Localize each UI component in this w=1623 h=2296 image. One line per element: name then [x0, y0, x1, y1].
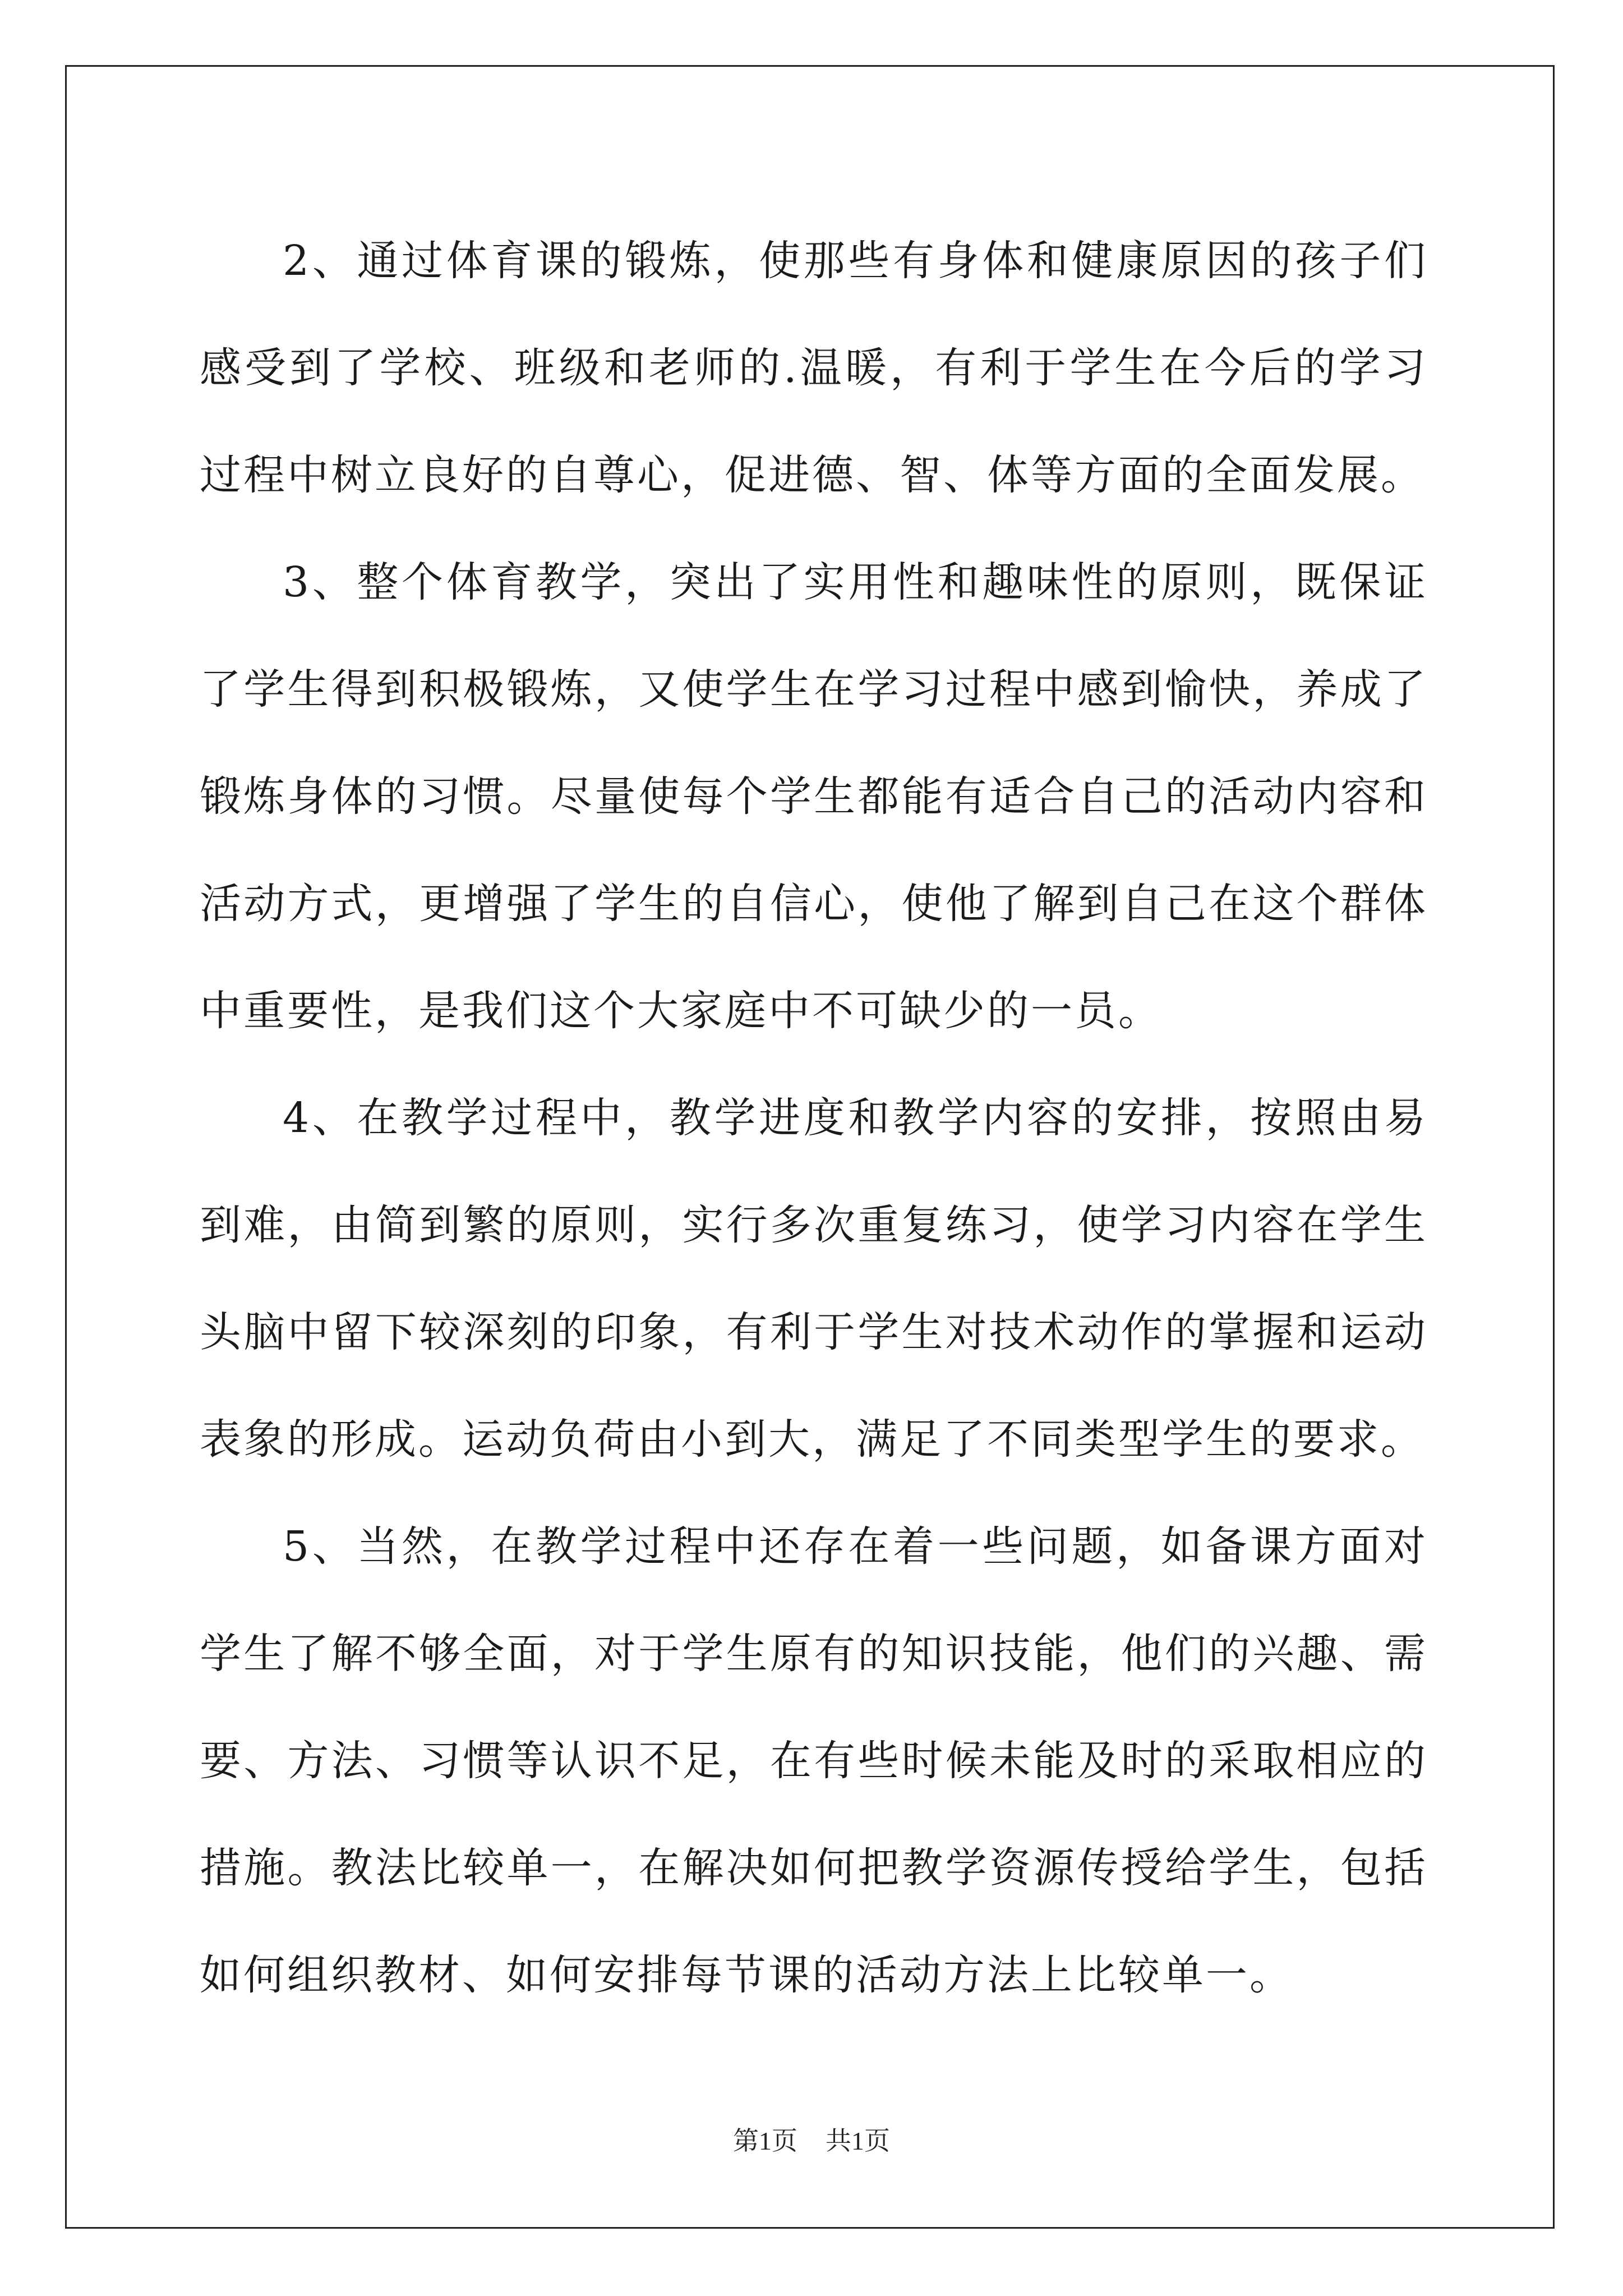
paragraph-5: 5、当然，在教学过程中还存在着一些问题，如备课方面对学生了解不够全面，对于学生原有的知识技能，他们的兴趣、需要、方法、习惯等认识不足，在有些时候未能及时的采取相应的措施。教法比较单一，在解决如何把教学资源传授给学生，包括如何组织教材、如何安排每节课的活动方法上比较单一。 [200, 1522, 1428, 1999]
page-total: 共1页 [826, 2127, 890, 2155]
document-body [200, 208, 1428, 2029]
paragraph-4: 4、在教学过程中，教学进度和教学内容的安排，按照由易到难，由简到繁的原则，实行多次重复练习，使学习内容在学生头脑中留下较深刻的印象，有利于学生对技术动作的掌握和运动表象的形成。运动负荷由小到大，满足了不同类型学生的要求。 [200, 1094, 1428, 1464]
page-footer [0, 2120, 1623, 2157]
page-number: 第1页 [733, 2127, 797, 2155]
paragraph-3: 3、整个体育教学，突出了实用性和趣味性的原则，既保证了学生得到积极锻炼，又使学生在学习过程中感到愉快，养成了锻炼身体的习惯。尽量使每个学生都能有适合自己的活动内容和活动方式，更增强了学生的自信心，使他了解到自己在这个群体中重要性，是我们这个大家庭中不可缺少的一员。 [200, 558, 1428, 1035]
paragraph-2: 2、通过体育课的锻炼，使那些有身体和健康原因的孩子们感受到了学校、班级和老师的.温暖，有利于学生在今后的学习过程中树立良好的自尊心，促进德、智、体等方面的全面发展。 [200, 237, 1428, 499]
